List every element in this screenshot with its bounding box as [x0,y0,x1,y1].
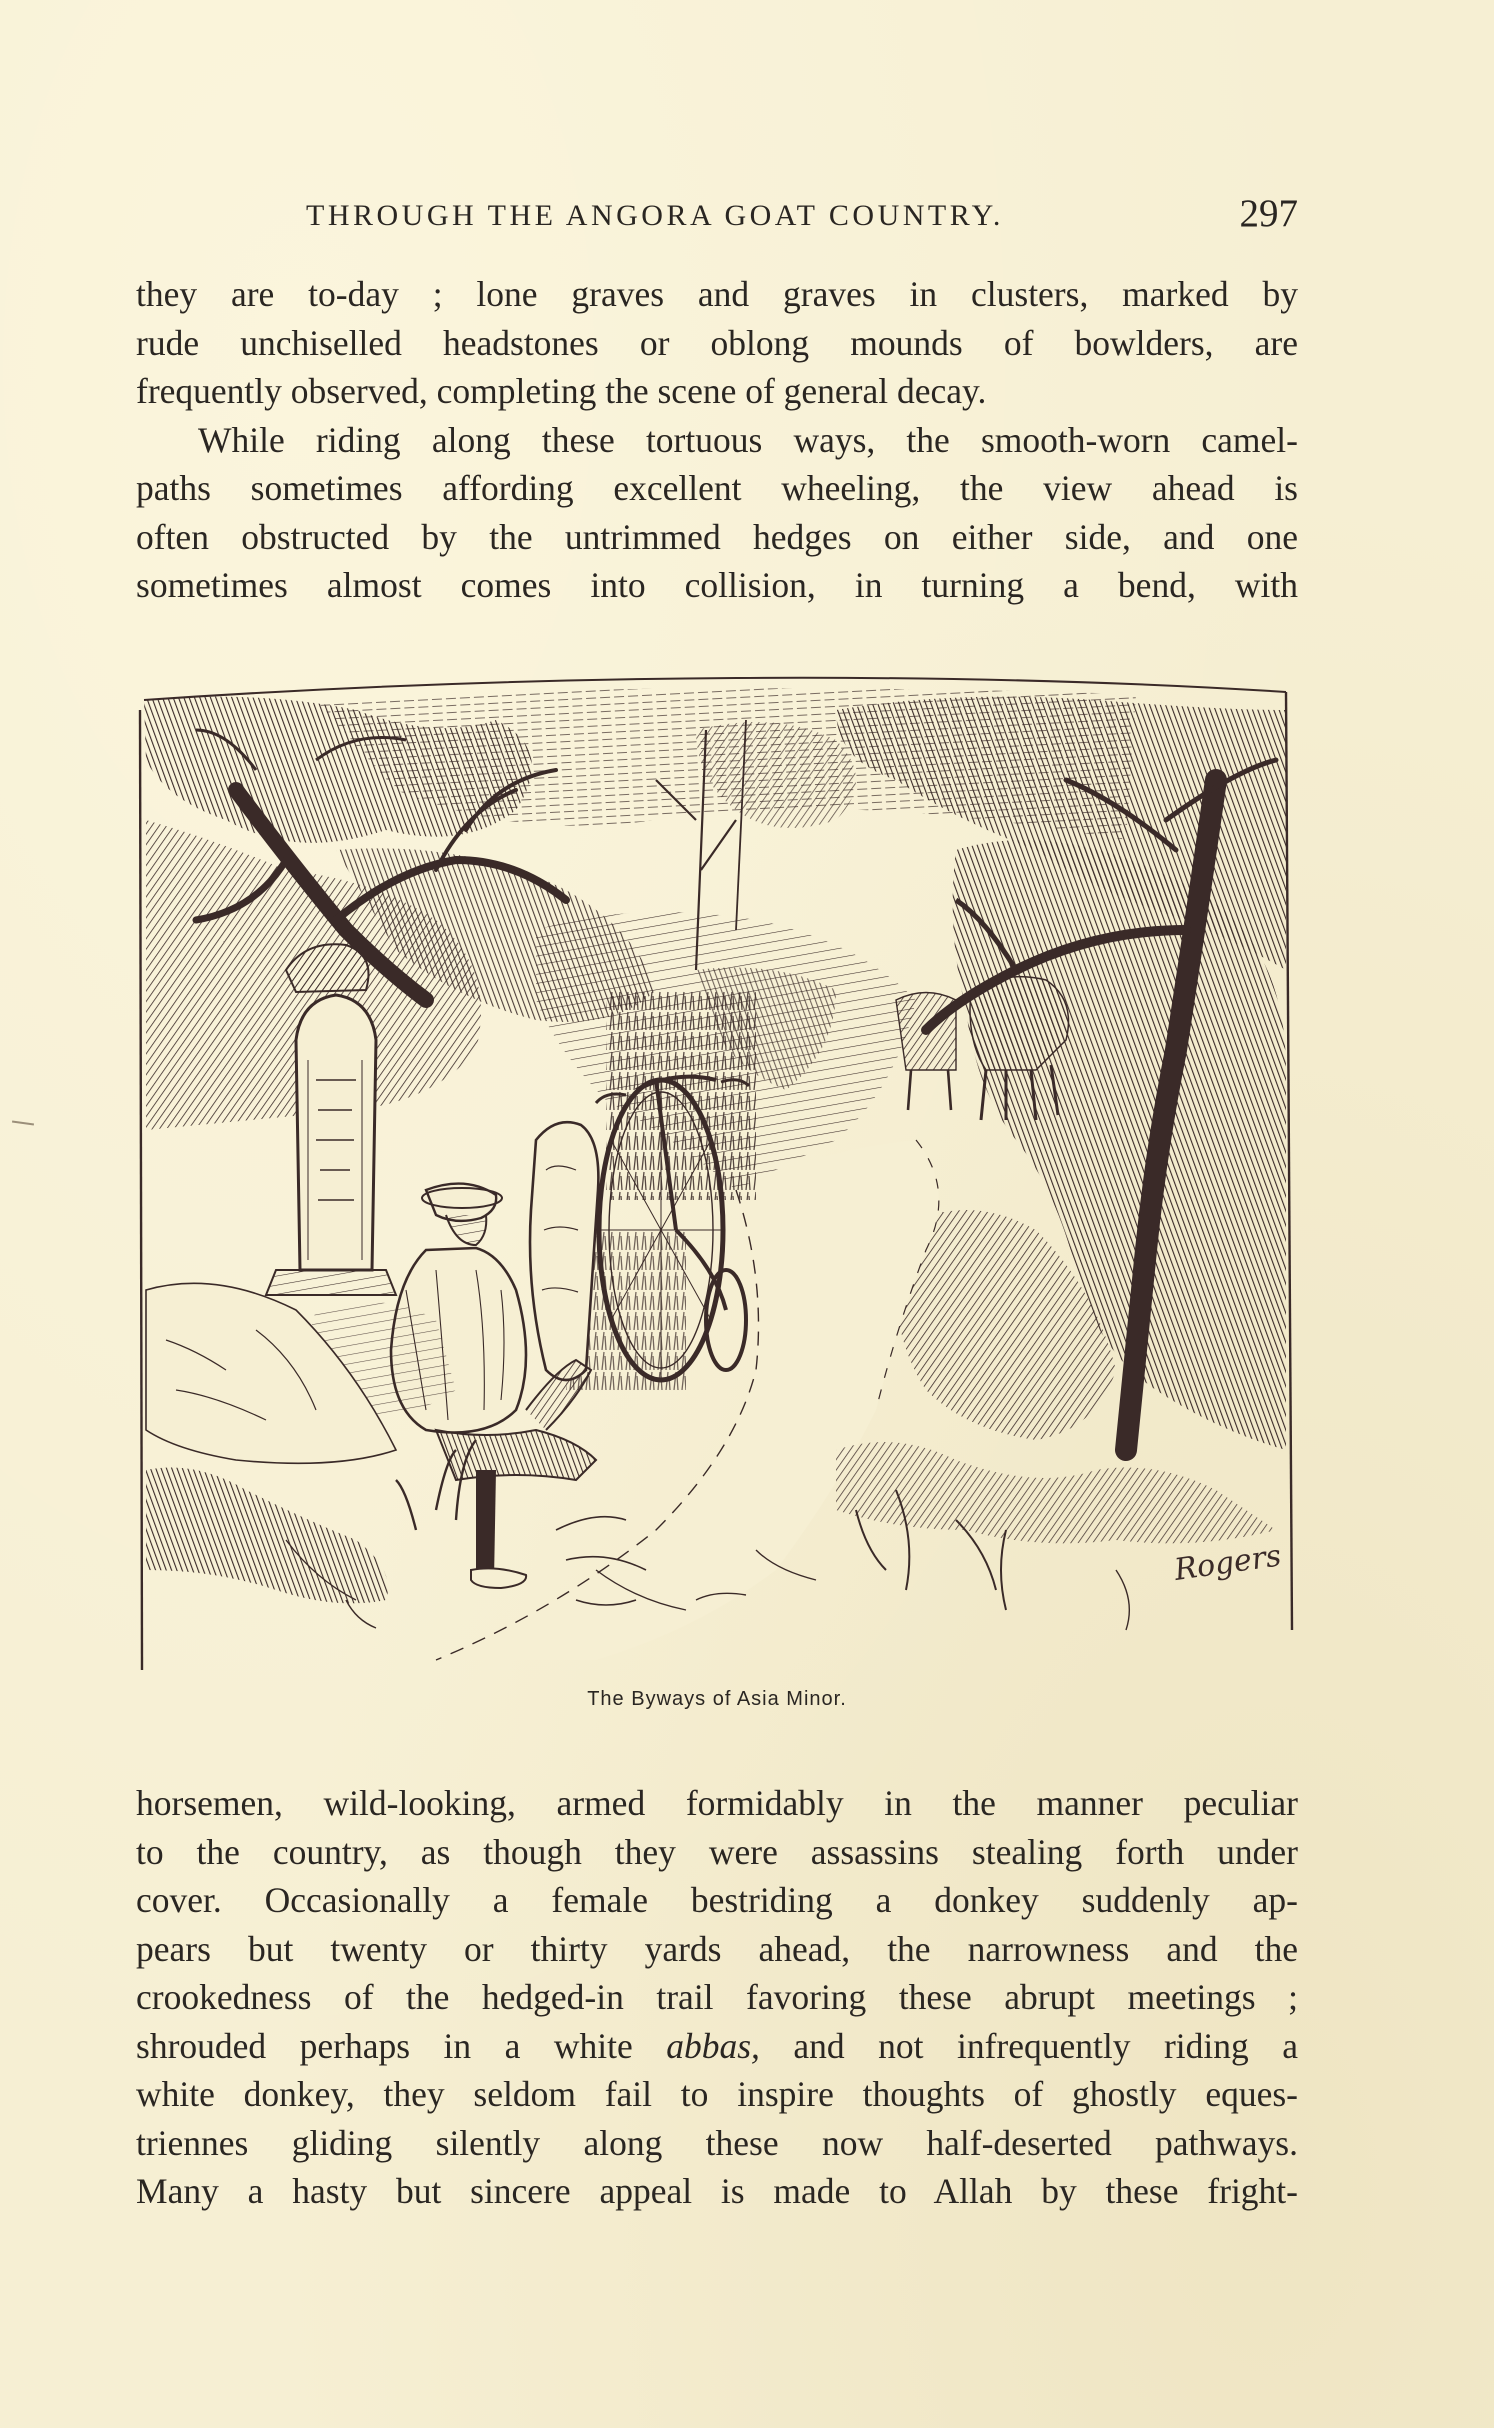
italic-word: abbas, [666,2025,760,2066]
page-number: 297 [1239,192,1298,235]
text-line: Many a hasty but sincere appeal is made to Allah by these fright- [136,2171,1298,2211]
text-line: frequently observed, completing the scene of general decay. [136,371,987,411]
text-line: While riding along these tortuous ways, the smooth-worn camel- [198,419,1298,460]
text-line: pears but twenty or thirty yards ahead, the narrowness and the [136,1928,1298,1969]
engraving-drawing [136,670,1298,1670]
text-line-with-italic [136,2022,1298,2071]
text-segment: and not infrequently riding a [759,2025,1298,2066]
text-line: sometimes almost comes into collision, in turning a bend, with [136,565,1298,605]
paragraph-bottom [136,1779,1298,2216]
illustration-caption: The Byways of Asia Minor. [587,1688,847,1710]
running-head [136,192,1298,236]
engraving-illustration [136,670,1298,1670]
text-line: white donkey, they seldom fail to inspire thoughts of ghostly eques- [136,2074,1298,2114]
text-line: crookedness of the hedged-in trail favoring these abrupt meetings ; [136,1977,1298,2017]
text-line: triennes gliding silently along these now half-deserted pathways. [136,2122,1298,2163]
running-title: THROUGH THE ANGORA GOAT COUNTRY. [306,199,1004,232]
paragraph-top [136,270,1298,610]
text-line: cover. Occasionally a female bestriding a donkey suddenly ap- [136,1880,1298,1920]
artist-signature: Rogers [1172,1538,1284,1588]
text-line: they are to-day ; lone graves and graves in clusters, marked by [136,274,1298,314]
text-segment: shrouded perhaps in a white [136,2025,667,2066]
text-line: to the country, as though they were assassins stealing forth under [136,1831,1298,1872]
margin-mark [12,1120,34,1125]
text-line: rude unchiselled headstones or oblong mounds of bowlders, are [136,322,1298,363]
text-line: often obstructed by the untrimmed hedges on either side, and one [136,516,1298,557]
text-line: horsemen, wild-looking, armed formidably in the manner peculiar [136,1783,1298,1823]
text-line: paths sometimes affording excellent wheeling, the view ahead is [136,468,1298,508]
